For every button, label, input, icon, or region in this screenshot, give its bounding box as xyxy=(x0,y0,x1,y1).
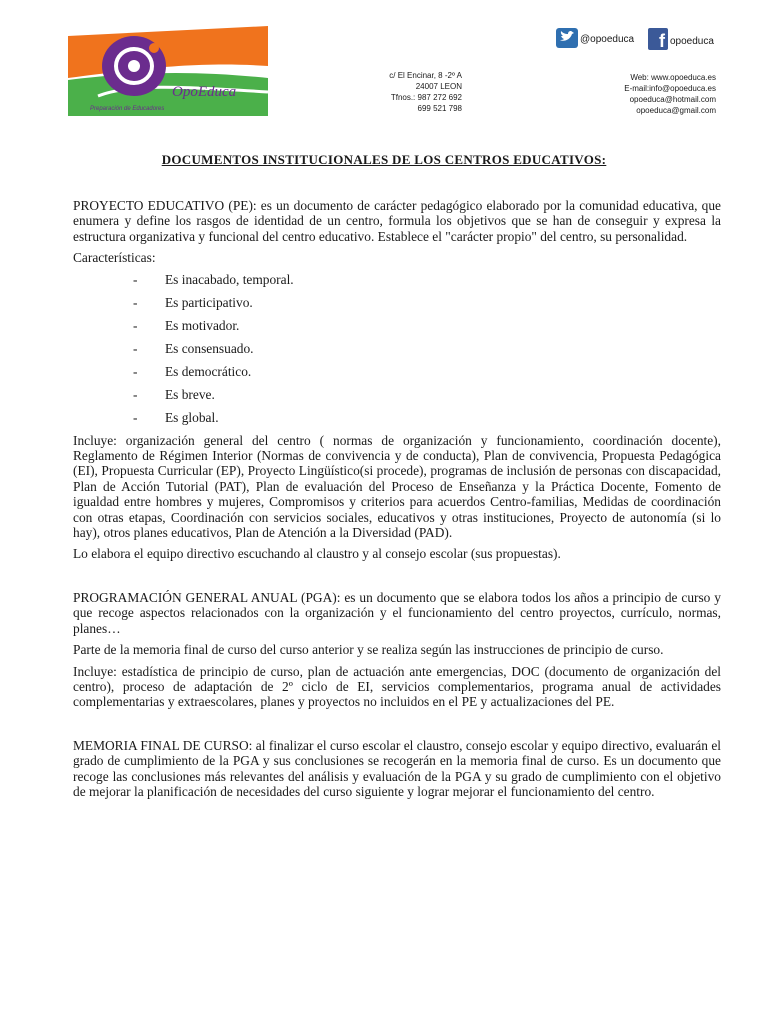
opoeduca-logo xyxy=(68,26,268,116)
memoria-paragraph: MEMORIA FINAL DE CURSO: al finalizar el curso escolar el claustro, consejo escolar y equipo directivo, evaluarán el grado de cumplimiento de la PGA y sus conclusiones se recogerán en la memoria final de curso. Es un documento que recoge las conclusiones más relevantes del análisis y evaluación de la PGA y su grado de cumplimiento con el objetivo de mejorar la planificación de necesidades del curso siguiente y lograr mejorar el funcionamiento del centro. xyxy=(73,737,721,799)
pga-intro-paragraph: PROGRAMACIÓN GENERAL ANUAL (PGA): es un documento que se elabora todos los años a principio de curso y que recoge aspectos relacionados con la organización y el funcionamiento del centro proyectos, currículo, normas, planes… xyxy=(73,589,721,636)
twitter-handle: @opoeduca xyxy=(580,34,635,45)
email-link[interactable]: opoeduca@hotmail.com xyxy=(629,95,716,104)
features-label: Características: xyxy=(73,250,156,266)
facebook-link[interactable] xyxy=(648,28,714,50)
social-links xyxy=(556,28,720,52)
address-line: 699 521 798 xyxy=(417,104,462,113)
twitter-link[interactable] xyxy=(556,28,634,48)
email-link[interactable]: opoeduca@gmail.com xyxy=(636,106,716,115)
pe-elaborated-paragraph: Lo elabora el equipo directivo escuchando al claustro y al consejo escolar (sus propuestas). xyxy=(73,546,561,562)
pe-intro-paragraph: PROYECTO EDUCATIVO (PE): es un documento de carácter pedagógico elaborado por la comunidad educativa, que enumera y define los rasgos de identidad de un centro, formula los objetivos que se han de conseguir y expresa la estructura organizativa y funcional del centro educativo. Establece el "carácter propio" del centro, su personalidad. xyxy=(73,198,721,244)
document-body xyxy=(73,198,721,799)
list-item: - Es motivador. xyxy=(133,317,240,333)
list-item: - Es participativo. xyxy=(133,294,253,310)
document-title: DOCUMENTOS INSTITUCIONALES DE LOS CENTROS EDUCATIVOS: xyxy=(161,152,607,167)
pga-part-paragraph: Parte de la memoria final de curso del curso anterior y se realiza según las instrucciones de principio de curso. xyxy=(73,642,664,658)
list-item: - Es inacabado, temporal. xyxy=(133,271,294,287)
list-item: - Es consensuado. xyxy=(133,340,254,356)
twitter-icon xyxy=(556,28,578,48)
address-line: Tfnos.: 987 272 692 xyxy=(390,93,462,102)
facebook-icon: f xyxy=(648,28,668,50)
list-item: - Es breve. xyxy=(133,386,215,402)
address-line: 24007 LEON xyxy=(415,82,462,91)
address-block xyxy=(360,70,462,114)
pga-includes-paragraph: Incluye: estadística de principio de curso, plan de actuación ante emergencias, DOC (documento de organización del centro), proceso de adaptación de 2º ciclo de EI, servicios complementarios, programa anual de actividades complementarias y extraescolares, planes y proyectos no incluidos en el PE y actualizaciones del PE. xyxy=(73,663,721,710)
list-item: - Es global. xyxy=(133,409,219,425)
features-list xyxy=(73,272,721,433)
contact-block xyxy=(560,72,716,116)
website-link[interactable]: Web: www.opoeduca.es xyxy=(630,73,716,82)
facebook-handle: opoeduca xyxy=(670,36,714,47)
logo-slogan-text: Preparación de Educadores xyxy=(90,106,165,112)
address-line: c/ El Encinar, 8 -2º A xyxy=(389,71,462,80)
logo-brand-text: OpoEduca xyxy=(172,84,237,100)
email-link[interactable]: E-mail:info@opoeduca.es xyxy=(624,84,716,93)
list-item: - Es democrático. xyxy=(133,363,252,379)
pe-includes-paragraph: Incluye: organización general del centro ( normas de organización y funcionamiento, coordinación docente), Reglamento de Régimen Interior (Normas de convivencia y de conducta), Plan de convivencia, Propuesta Pedagógica (EI), Propuesta Curricular (EP), Proyecto Lingüístico(si procede), programas de inclusión de personas con discapacidad, Plan de Acción Tutorial (PAT), Plan de evaluación del Proceso de Enseñanza y la Práctica Docente, Fomento de igualdad entre hombres y mujeres, Compromisos y criterios para acuerdos Centro-familias, Medidas de coordinación con otras etapas, Coordinación con servicios sociales, educativos y otras instituciones, Proyecto de autonomía (si lo hay), otros planes educativos, Plan de Atención a la Diversidad (PAD). xyxy=(73,432,721,541)
